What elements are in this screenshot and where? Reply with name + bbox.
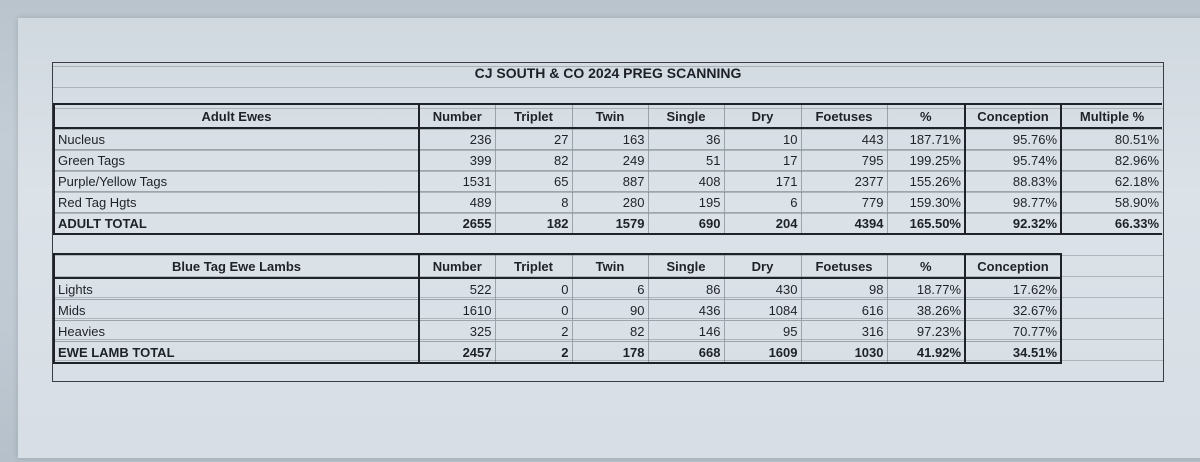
table-row xyxy=(54,321,1061,342)
adult-header-row xyxy=(54,104,1162,128)
table-cell: 171 xyxy=(724,171,801,192)
table-cell: 668 xyxy=(648,342,724,364)
row-label: ADULT TOTAL xyxy=(54,213,419,235)
table-cell: 2457 xyxy=(419,342,495,364)
adult-section-label: Adult Ewes xyxy=(54,104,419,128)
table-cell: 159.30% xyxy=(887,192,965,213)
table-cell: 82 xyxy=(495,150,572,171)
col-twin: Twin xyxy=(572,254,648,278)
table-cell: 27 xyxy=(495,128,572,150)
table-cell: 249 xyxy=(572,150,648,171)
table-cell: 1579 xyxy=(572,213,648,235)
table-cell: 86 xyxy=(648,278,724,300)
table-cell: 280 xyxy=(572,192,648,213)
table-cell: 62.18% xyxy=(1061,171,1162,192)
table-cell: 4394 xyxy=(801,213,887,235)
table-cell: 522 xyxy=(419,278,495,300)
table-cell: 1609 xyxy=(724,342,801,364)
adult-ewes-table xyxy=(53,103,1162,235)
table-cell: 2377 xyxy=(801,171,887,192)
table-cell: 430 xyxy=(724,278,801,300)
table-row xyxy=(54,192,1162,213)
table-cell: 98.77% xyxy=(965,192,1061,213)
row-label: Nucleus xyxy=(54,128,419,150)
row-label: EWE LAMB TOTAL xyxy=(54,342,419,364)
col-triplet: Triplet xyxy=(495,104,572,128)
table-cell: 17.62% xyxy=(965,278,1061,300)
table-cell: 80.51% xyxy=(1061,128,1162,150)
table-cell: 325 xyxy=(419,321,495,342)
table-cell: 236 xyxy=(419,128,495,150)
table-cell: 1030 xyxy=(801,342,887,364)
table-cell: 95.74% xyxy=(965,150,1061,171)
col-twin: Twin xyxy=(572,104,648,128)
table-cell: 2 xyxy=(495,342,572,364)
table-cell: 51 xyxy=(648,150,724,171)
table-cell: 408 xyxy=(648,171,724,192)
table-cell: 32.67% xyxy=(965,300,1061,321)
table-cell: 95 xyxy=(724,321,801,342)
table-cell: 82 xyxy=(572,321,648,342)
adult-total-row xyxy=(54,213,1162,235)
row-label: Lights xyxy=(54,278,419,300)
table-cell: 97.23% xyxy=(887,321,965,342)
table-cell: 82.96% xyxy=(1061,150,1162,171)
table-cell: 178 xyxy=(572,342,648,364)
sheet-title: CJ SOUTH & CO 2024 PREG SCANNING xyxy=(474,65,742,81)
table-cell: 38.26% xyxy=(887,300,965,321)
table-row xyxy=(54,150,1162,171)
row-label: Heavies xyxy=(54,321,419,342)
col-dry: Dry xyxy=(724,254,801,278)
table-cell: 88.83% xyxy=(965,171,1061,192)
table-cell: 165.50% xyxy=(887,213,965,235)
table-cell: 6 xyxy=(724,192,801,213)
table-cell: 70.77% xyxy=(965,321,1061,342)
row-label: Green Tags xyxy=(54,150,419,171)
col-triplet: Triplet xyxy=(495,254,572,278)
col-single: Single xyxy=(648,254,724,278)
col-conception: Conception xyxy=(965,104,1061,128)
col-multiple-percent: Multiple % xyxy=(1061,104,1162,128)
table-cell: 1084 xyxy=(724,300,801,321)
table-cell: 690 xyxy=(648,213,724,235)
lambs-total-row xyxy=(54,342,1061,364)
col-dry: Dry xyxy=(724,104,801,128)
table-cell: 2 xyxy=(495,321,572,342)
table-cell: 779 xyxy=(801,192,887,213)
col-percent: % xyxy=(887,254,965,278)
lambs-section-label: Blue Tag Ewe Lambs xyxy=(54,254,419,278)
lambs-header-row xyxy=(54,254,1061,278)
col-number: Number xyxy=(419,104,495,128)
table-cell: 182 xyxy=(495,213,572,235)
table-cell: 90 xyxy=(572,300,648,321)
table-cell: 17 xyxy=(724,150,801,171)
table-cell: 36 xyxy=(648,128,724,150)
table-row xyxy=(54,128,1162,150)
table-cell: 1610 xyxy=(419,300,495,321)
table-cell: 66.33% xyxy=(1061,213,1162,235)
col-foetuses: Foetuses xyxy=(801,254,887,278)
table-cell: 163 xyxy=(572,128,648,150)
table-row xyxy=(54,300,1061,321)
table-cell: 316 xyxy=(801,321,887,342)
table-cell: 0 xyxy=(495,278,572,300)
table-cell: 95.76% xyxy=(965,128,1061,150)
table-cell: 41.92% xyxy=(887,342,965,364)
row-label: Mids xyxy=(54,300,419,321)
col-single: Single xyxy=(648,104,724,128)
table-cell: 8 xyxy=(495,192,572,213)
table-cell: 155.26% xyxy=(887,171,965,192)
spreadsheet-printout xyxy=(52,62,1164,382)
table-cell: 146 xyxy=(648,321,724,342)
ewe-lambs-table xyxy=(53,253,1062,364)
table-cell: 1531 xyxy=(419,171,495,192)
row-label: Purple/Yellow Tags xyxy=(54,171,419,192)
table-cell: 436 xyxy=(648,300,724,321)
table-cell: 795 xyxy=(801,150,887,171)
table-cell: 98 xyxy=(801,278,887,300)
table-row xyxy=(54,278,1061,300)
table-cell: 65 xyxy=(495,171,572,192)
table-cell: 204 xyxy=(724,213,801,235)
col-foetuses: Foetuses xyxy=(801,104,887,128)
table-cell: 443 xyxy=(801,128,887,150)
table-cell: 34.51% xyxy=(965,342,1061,364)
row-label: Red Tag Hgts xyxy=(54,192,419,213)
table-cell: 92.32% xyxy=(965,213,1061,235)
col-number: Number xyxy=(419,254,495,278)
table-cell: 2655 xyxy=(419,213,495,235)
table-cell: 0 xyxy=(495,300,572,321)
table-cell: 10 xyxy=(724,128,801,150)
table-cell: 187.71% xyxy=(887,128,965,150)
table-cell: 195 xyxy=(648,192,724,213)
table-cell: 887 xyxy=(572,171,648,192)
col-percent: % xyxy=(887,104,965,128)
table-cell: 399 xyxy=(419,150,495,171)
table-row xyxy=(54,171,1162,192)
table-cell: 6 xyxy=(572,278,648,300)
table-cell: 616 xyxy=(801,300,887,321)
table-cell: 199.25% xyxy=(887,150,965,171)
table-cell: 58.90% xyxy=(1061,192,1162,213)
table-cell: 18.77% xyxy=(887,278,965,300)
col-conception: Conception xyxy=(965,254,1061,278)
table-cell: 489 xyxy=(419,192,495,213)
